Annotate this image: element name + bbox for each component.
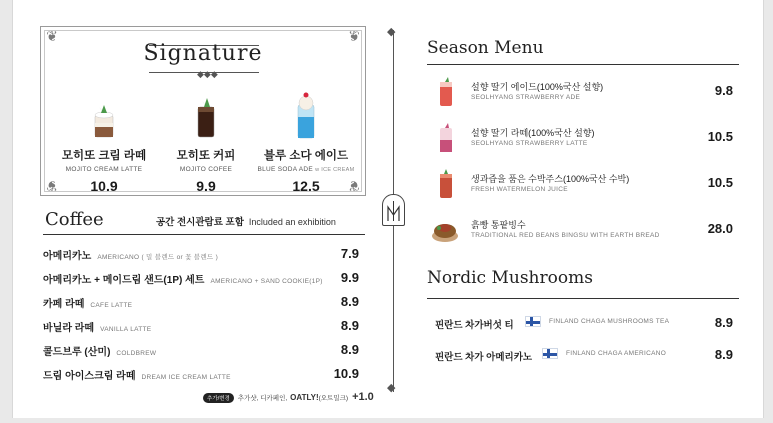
signature-item <box>151 91 261 194</box>
coffee-note: 공간 전시관람료 포함 Included an exhibition <box>156 217 336 228</box>
list-item <box>427 314 739 334</box>
list-item <box>43 318 365 336</box>
item-name: 아메리카노 + 메이드림 샌드(1P) 세트 <box>43 275 205 286</box>
item-name-en: AMERICANO + SAND COOKIE(1P) <box>210 278 323 285</box>
list-item <box>427 346 739 366</box>
item-name-en: COLDBREW <box>116 350 157 357</box>
mojito-cream-latte-icon <box>49 91 159 141</box>
finland-flag-icon <box>542 348 558 359</box>
item-name-en: MOJITO CREAM LATTE <box>65 166 143 173</box>
extra-price: +1.0 <box>352 391 374 403</box>
item-price: 8.9 <box>340 294 359 309</box>
item-name: 카페 라떼 <box>43 299 85 310</box>
item-price: 8.9 <box>714 315 733 330</box>
list-item <box>427 120 739 156</box>
item-name: 콜드브루 (산미) <box>43 347 111 358</box>
list-item <box>43 270 365 288</box>
item-name: 드림 아이스크림 라떼 <box>43 371 136 382</box>
item-name-en: AMERICANO ( 밀 블렌드 or 꽃 블렌드 ) <box>97 254 219 261</box>
corner-ornament-icon: ❦ <box>348 177 360 193</box>
list-item <box>43 342 365 360</box>
menu-board <box>12 0 764 418</box>
ornament-icon: ◆◆◆ <box>197 69 218 79</box>
list-item <box>43 246 365 264</box>
oatly-logo: OATLY! <box>290 393 319 402</box>
mojito-coffee-icon <box>151 91 261 141</box>
item-name: 모히또 커피 <box>176 150 236 162</box>
item-price: 8.9 <box>714 347 733 362</box>
item-price: 28.0 <box>707 221 733 236</box>
bingsu-icon <box>431 214 459 246</box>
nordic-rule <box>427 298 739 299</box>
item-price: 10.5 <box>707 129 733 144</box>
item-name-en: FINLAND CHAGA AMERICANO <box>566 350 667 357</box>
item-name: 바닐라 라떼 <box>43 323 95 334</box>
item-price: 10.9 <box>90 178 118 194</box>
corner-ornament-icon: ❦ <box>348 29 360 45</box>
item-name-en: FINLAND CHAGA MUSHROOMS TEA <box>549 318 670 325</box>
season-rule <box>427 64 739 65</box>
item-name: 흙빵 통팥빙수 <box>471 220 526 230</box>
item-price: 9.9 <box>196 178 216 194</box>
signature-box <box>40 26 366 196</box>
extra-pill: 추가/변경 <box>203 393 234 403</box>
nordic-title: Nordic Mushrooms <box>427 268 593 288</box>
item-price: 10.9 <box>333 366 359 381</box>
item-name-en: BLUE SODA ADE w ICE CREAM <box>257 166 355 173</box>
list-item <box>43 366 365 384</box>
coffee-title: Coffee <box>45 209 104 230</box>
extra-options-note <box>203 391 374 403</box>
item-name: 블루 소다 에이드 <box>263 150 349 162</box>
item-price: 12.5 <box>292 178 320 194</box>
item-name: 모히또 크림 라떼 <box>61 150 147 162</box>
item-price: 8.9 <box>340 342 359 357</box>
item-name-en: TRADITIONAL RED BEANS BINGSU WITH EARTH BREAD <box>471 232 660 239</box>
finland-flag-icon <box>525 316 541 327</box>
list-item <box>43 294 365 312</box>
blue-soda-ade-icon <box>251 91 361 141</box>
corner-ornament-icon: ❦ <box>46 177 58 193</box>
coffee-rule <box>43 234 365 235</box>
item-name: 설향 딸기 에이드 <box>471 82 537 92</box>
extra-brand-note: (오트밀크) <box>318 395 349 402</box>
signature-title: Signature <box>143 41 263 66</box>
item-price: 10.5 <box>707 175 733 190</box>
list-item <box>427 212 739 248</box>
item-name: 생과즙을 품은 수박주스 <box>471 174 563 184</box>
item-name-note: (100%국산 수박) <box>562 174 630 184</box>
item-price: 9.9 <box>340 270 359 285</box>
item-name-en: SEOLHYANG STRAWBERRY ADE <box>471 94 581 101</box>
diamond-ornament-icon: ◆ <box>387 382 396 394</box>
item-name: 핀란드 차가버섯 티 <box>435 320 514 331</box>
item-price: 8.9 <box>340 318 359 333</box>
signature-item <box>251 91 361 194</box>
signature-item <box>49 91 159 194</box>
list-item <box>427 74 739 110</box>
season-title: Season Menu <box>427 38 544 58</box>
item-name-note: (100%국산 설향) <box>528 128 595 138</box>
watermelon-juice-icon <box>435 168 457 200</box>
brand-logo-icon <box>382 194 405 226</box>
extra-text: 추가샷, 디카페인, <box>237 395 288 402</box>
item-name-en: VANILLA LATTE <box>100 326 152 333</box>
item-price: 9.8 <box>714 83 733 98</box>
list-item <box>427 166 739 202</box>
item-name: 아메리카노 <box>43 251 92 262</box>
corner-ornament-icon: ❦ <box>46 29 58 45</box>
item-name-en: CAFE LATTE <box>90 302 133 309</box>
item-name: 핀란드 차가 아메리카노 <box>435 352 533 363</box>
strawberry-latte-icon <box>435 122 457 154</box>
strawberry-ade-icon <box>435 76 457 108</box>
item-name-note: (100%국산 설향) <box>536 82 604 92</box>
diamond-ornament-icon: ◆ <box>387 26 396 38</box>
item-name-en: MOJITO COFEE <box>179 166 233 173</box>
item-price: 7.9 <box>340 246 359 261</box>
item-name-en: DREAM ICE CREAM LATTE <box>141 374 231 381</box>
item-name-en: FRESH WATERMELON JUICE <box>471 186 568 193</box>
item-name-en: SEOLHYANG STRAWBERRY LATTE <box>471 140 588 147</box>
item-name: 설향 딸기 라떼 <box>471 128 529 138</box>
